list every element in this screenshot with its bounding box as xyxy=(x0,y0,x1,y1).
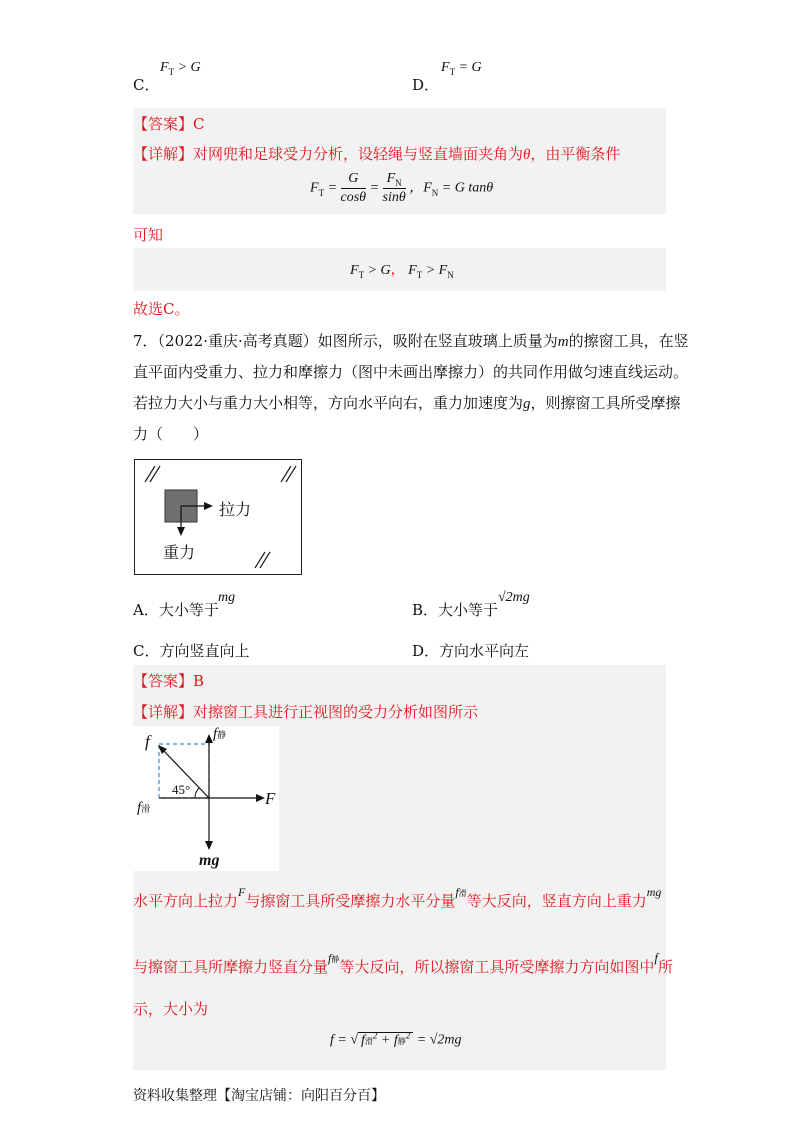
kezhi: 可知 xyxy=(133,226,164,244)
answer-2: 【答案】B xyxy=(133,672,205,690)
label-f: f xyxy=(145,732,150,751)
label-F: F xyxy=(265,789,276,808)
equation-1: $F_T$ = $\frac{G}{\cos\theta}$ = $\frac{F_N}{\sin\theta}$ ，$F_N = G$ tanθ xyxy=(310,171,494,205)
answer-1: 【答案】C xyxy=(133,115,205,133)
gu-xuan: 故选C。 xyxy=(133,300,190,318)
detail-1: 【详解】对网兜和足球受力分析，设轻绳与竖直墙面夹角为θ，由平衡条件 xyxy=(133,145,621,163)
option-a[interactable]: A．大小等于 xyxy=(133,601,219,619)
label-f-hua: f滑 xyxy=(137,800,151,816)
option-b[interactable]: B．大小等于 xyxy=(412,601,499,619)
explain-line-3: 示，大小为 xyxy=(133,1000,209,1018)
option-b-formula: √2mg xyxy=(498,590,530,605)
figure-window xyxy=(134,459,302,575)
question-line-2: 直平面内受重力、拉力和摩擦力（图中未画出摩擦力）的共同作用做匀速直线运动。 xyxy=(133,363,689,381)
equation-3: f = √ f滑$^2$ + f静$^2$ = √2mg xyxy=(330,1030,462,1048)
force-diagram xyxy=(133,726,279,871)
explain-line-1: 水平方向上拉力$^F$与擦窗工具所受摩擦力水平分量$^{f滑}$等大反向，竖直方向上重力$^{mg}$ xyxy=(133,885,662,910)
option-a-formula: mg xyxy=(218,590,236,605)
figure-window-drawing xyxy=(135,460,300,573)
force-diagram-drawing xyxy=(133,726,279,871)
option-c-prev: C． xyxy=(133,76,160,94)
option-c[interactable]: C．方向竖直向上 xyxy=(133,642,250,660)
equation-2: $F_T > G$， $F_T > F_N$ xyxy=(350,263,454,280)
option-d-prev-formula: $F_T = G$ xyxy=(441,60,482,77)
question-line-3: 若拉力大小与重力大小相等，方向水平向右，重力加速度为g，则擦窗工具所受摩擦 xyxy=(133,394,681,412)
detail-2: 【详解】对擦窗工具进行正视图的受力分析如图所示 xyxy=(133,703,479,721)
label-mg: mg xyxy=(199,852,220,869)
label-f-jing: f静 xyxy=(213,726,227,742)
question-line-4: 力（ ） xyxy=(133,425,209,443)
option-c-prev-formula: $F_T > G$ xyxy=(160,60,201,77)
option-d-prev: D． xyxy=(412,76,440,94)
label-angle: 45° xyxy=(172,782,191,797)
question-line-1: 7．（2022·重庆·高考真题）如图所示，吸附在竖直玻璃上质量为m的擦窗工具，在竖 xyxy=(133,332,689,350)
gravity-label: 重力 xyxy=(163,543,196,562)
footer: 资料收集整理【淘宝店铺：向阳百分百】 xyxy=(133,1088,385,1104)
option-d[interactable]: D．方向水平向左 xyxy=(412,642,530,660)
explain-line-2: 与擦窗工具所摩擦力竖直分量$^{f静}$等大反向，所以擦窗工具所受摩擦力方向如图中f所 xyxy=(133,950,674,976)
pull-label: 拉力 xyxy=(219,500,252,519)
